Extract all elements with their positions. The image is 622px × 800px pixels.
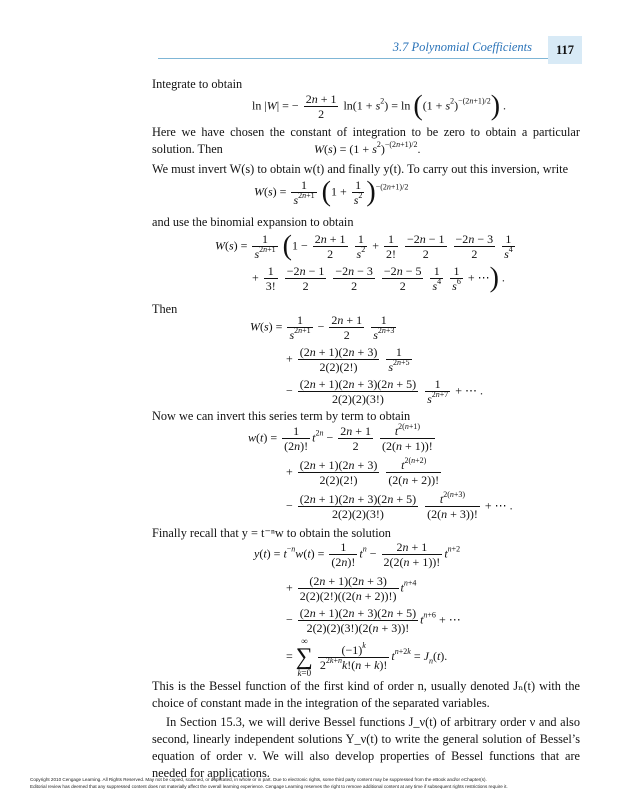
header-rule xyxy=(158,58,548,59)
equation-y-t-3: − $\frac{(2n + 1)(2n + 3)(2n + 5)}{2(2)(2)(3!)(2(n + 3))!}$ $t^{n+6}$ + ⋯ xyxy=(286,606,461,635)
equation-w-t-2: + $\frac{(2n + 1)(2n + 3)}{2(2)(2!)}$ $\frac{t^{2(n+2)}}{(2(n + 2))!}$ xyxy=(286,456,440,487)
paragraph-constant: Here we have chosen the constant of integration to be zero to obtain a particular solution. Then xyxy=(152,125,580,156)
paragraph-invert: We must invert W(s) to obtain w(t) and finally y(t). To carry out this inversion, write xyxy=(152,162,569,176)
paragraph-invert-series: Now we can invert this series term by term to obtain xyxy=(152,409,411,423)
equation-y-t-1: $y(t) = t^{-n}w(t)$ = $\frac{1}{(2n)!}$ $t^n$ − $\frac{2n + 1}{2(2(n + 1))!}$ $t^{n+2}$ xyxy=(254,540,461,569)
equation-ln-w: ln |W| = − $\frac{2n + 1}{2}$ $\ln(1 + s^2) = \ln ((1 + s^2)^{-(2n+1)/2})$ . xyxy=(252,90,507,122)
equation-w-series-2: + $\frac{(2n + 1)(2n + 3)}{2(2)(2!)}$ $\frac{1}{s^{2n+5}}$ xyxy=(286,345,410,374)
paragraph-then: Then xyxy=(152,302,178,316)
footer-line-1: Copyright 2010 Cengage Learning. All Rights Reserved. May not be copied, scanned, or duplicated, in whole or in part. Due to electronic rights, some third party content may be suppressed from the eBook and/or eChapter(s). xyxy=(30,777,487,782)
equation-w-rewrite: W(s) = $\frac{1}{s^{2n+1}}$ (1 + $\frac{1}{s^2}$ )$^{-(2n+1)/2}$ xyxy=(254,176,409,208)
equation-w-t-3: − $\frac{(2n + 1)(2n + 3)(2n + 5)}{2(2)(2)(3!)}$ $\frac{t^{2(n+3)}}{(2(n + 3))!}$ + ⋯ . xyxy=(286,490,513,521)
equation-y-t-2: + $\frac{(2n + 1)(2n + 3)}{2(2)(2!)((2(n + 2))!)}$ $t^{n+4}$ xyxy=(286,574,417,603)
paragraph-bessel-definition: This is the Bessel function of the first kind of order n, usually denoted Jₙ(t) with the choice of constant made in the integration of the separated variables. xyxy=(152,679,580,710)
footer-line-2: Editorial review has deemed that any suppressed content does not materially affect the overall learning experience. Cengage Learning reserves the right to remove additional content at any time if subsequent rights restrictions require it. xyxy=(30,784,508,789)
paragraph-section-15-3: In Section 15.3, we will derive Bessel functions J_ν(t) of arbitrary order ν and also second, linearly independent solutions Y_ν(t) to write the general solution of Bessel’s equation of order ν. We will also develop properties of Bessel functions that are needed for applications. xyxy=(152,715,580,780)
equation-w-s: $W(s) = (1 + s^2)^{-(2n+1)/2}$. xyxy=(314,140,421,156)
copyright-footer xyxy=(30,776,600,790)
paragraph-recall: Finally recall that y = t⁻ⁿw to obtain the solution xyxy=(152,526,391,540)
equation-w-series-1: W(s) = $\frac{1}{s^{2n+1}}$ − $\frac{2n + 1}{2}$ $\frac{1}{s^{2n+3}}$ xyxy=(250,313,395,342)
page-number: 117 xyxy=(548,36,582,64)
equation-w-series-3: − $\frac{(2n + 1)(2n + 3)(2n + 5)}{2(2)(2)(3!)}$ $\frac{1}{s^{2n+7}}$ + ⋯ . xyxy=(286,377,484,406)
paragraph-binomial: and use the binomial expansion to obtain xyxy=(152,215,354,229)
running-header xyxy=(0,36,622,66)
section-title: 3.7 Polynomial Coefficients xyxy=(392,40,532,54)
equation-bessel-sum: = ∞ ∑ k=0 $\frac{(-1)^k}{2^{2k+n}k!(n + k)!}$ $t^{n+2k} = J_n(t)$. xyxy=(286,636,448,678)
paragraph-integrate: Integrate to obtain xyxy=(152,77,243,91)
equation-binomial-expansion: W(s) = $\frac{1}{s^{2n+1}}$ (1 − $\frac{2n + 1}{2}$ $\frac{1}{s^2}$ + $\frac{1}{2!}$ $\frac{-2n - 1}{2}$ $\frac{-2n - 3}{2}$ $\frac{1}{s^4}$ xyxy=(215,230,513,262)
equation-binomial-continued: + $\frac{1}{3!}$ $\frac{-2n - 1}{2}$ $\frac{-2n - 3}{2}$ $\frac{-2n - 5}{2}$ $\frac{1}{s^4}$ $\frac{1}{s^6}$ + ⋯) . xyxy=(252,262,505,294)
equation-w-t-1: w(t) = $\frac{1}{(2n)!}$ $t^{2n}$ − $\frac{2n + 1}{2}$ $\frac{t^{2(n+1)}}{(2(n + 1))!}$ xyxy=(248,422,433,453)
